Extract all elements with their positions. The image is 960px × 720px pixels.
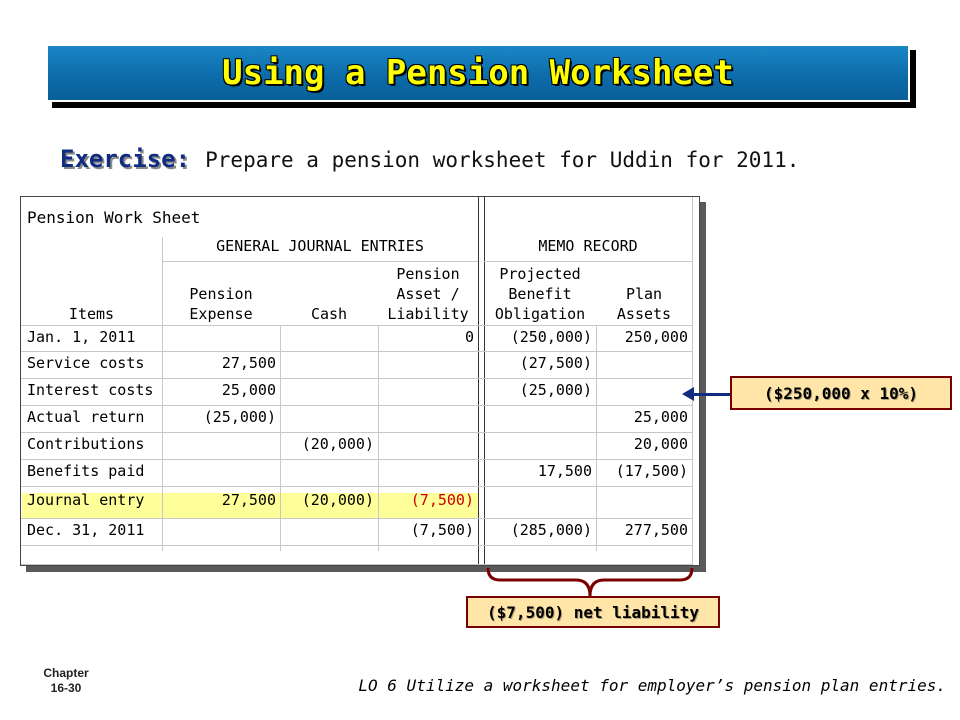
row-label: Actual return: [27, 408, 145, 426]
cell-asset: 0: [464, 328, 474, 346]
page-number: 16-30: [50, 681, 82, 695]
page-title: Using a Pension Worksheet: [222, 53, 734, 93]
cell-pbo: (250,000): [510, 328, 592, 346]
cell-expense: 27,500: [221, 491, 276, 509]
col-header-asset-2: Asset /: [396, 285, 460, 303]
learning-objective: LO 6 Utilize a worksheet for employer’s pension plan entries.: [358, 676, 946, 695]
chapter-label: [36, 666, 96, 696]
exercise-label: Exercise:: [60, 145, 191, 173]
interest-callout: ($250,000 x 10%): [730, 376, 952, 410]
col-header-asset-1: Pension: [396, 265, 460, 283]
col-header-pbo-1: Projected: [499, 265, 581, 283]
col-header-plan-1: Plan: [625, 285, 663, 303]
exercise-line: [60, 145, 799, 173]
cell-asset: (7,500): [410, 521, 474, 539]
cell-pbo: (285,000): [510, 521, 592, 539]
cell-pbo: (27,500): [519, 354, 592, 372]
grid-line: [21, 405, 692, 406]
net-liability-callout: ($7,500) net liability: [466, 596, 720, 628]
brace-icon: [484, 566, 696, 600]
row-label: Jan. 1, 2011: [27, 328, 136, 346]
col-header-pbo-3: Obligation: [494, 305, 586, 323]
grid-line: [478, 197, 479, 565]
col-header-expense-2: Expense: [189, 305, 253, 323]
grid-line: [21, 518, 692, 519]
pension-worksheet: [20, 196, 700, 566]
col-header-expense-1: Pension: [189, 285, 253, 303]
row-label: Interest costs: [27, 381, 154, 399]
grid-line: [21, 325, 692, 326]
grid-line: [484, 261, 692, 262]
cell-pbo: (25,000): [519, 381, 592, 399]
general-journal-header: GENERAL JOURNAL ENTRIES: [216, 237, 424, 255]
cell-cash: (20,000): [301, 491, 374, 509]
row-label: Dec. 31, 2011: [27, 521, 145, 539]
cell-cash: (20,000): [301, 435, 374, 453]
exercise-text: Prepare a pension worksheet for Uddin for 2011.: [205, 148, 800, 172]
row-label: Contributions: [27, 435, 145, 453]
arrow-line: [690, 393, 730, 396]
col-header-items: Items: [68, 305, 115, 323]
grid-line: [21, 545, 692, 546]
grid-line: [21, 351, 692, 352]
col-header-pbo-2: Benefit: [508, 285, 572, 303]
grid-line: [692, 197, 693, 565]
grid-line: [21, 564, 692, 565]
memo-record-header: MEMO RECORD: [538, 237, 638, 255]
cell-plan: 250,000: [624, 328, 688, 346]
grid-line: [162, 261, 478, 262]
cell-plan: (17,500): [615, 462, 688, 480]
cell-pbo: 17,500: [537, 462, 592, 480]
cell-plan: 277,500: [624, 521, 688, 539]
row-label: Benefits paid: [27, 462, 145, 480]
grid-line: [21, 378, 692, 379]
row-label: Service costs: [27, 354, 145, 372]
col-header-asset-3: Liability: [387, 305, 469, 323]
row-label: Journal entry: [27, 491, 145, 509]
cell-expense: 27,500: [221, 354, 276, 372]
cell-asset: (7,500): [410, 491, 474, 509]
col-header-plan-2: Assets: [616, 305, 672, 323]
grid-line: [21, 432, 692, 433]
cell-plan: 20,000: [633, 435, 688, 453]
worksheet-title: Pension Work Sheet: [27, 208, 201, 227]
cell-expense: (25,000): [203, 408, 276, 426]
cell-plan: 25,000: [633, 408, 688, 426]
title-banner: [46, 44, 910, 102]
cell-expense: 25,000: [221, 381, 276, 399]
grid-line: [21, 486, 692, 487]
col-header-cash: Cash: [310, 305, 348, 323]
grid-line: [21, 459, 692, 460]
chapter-text: Chapter: [43, 666, 89, 680]
